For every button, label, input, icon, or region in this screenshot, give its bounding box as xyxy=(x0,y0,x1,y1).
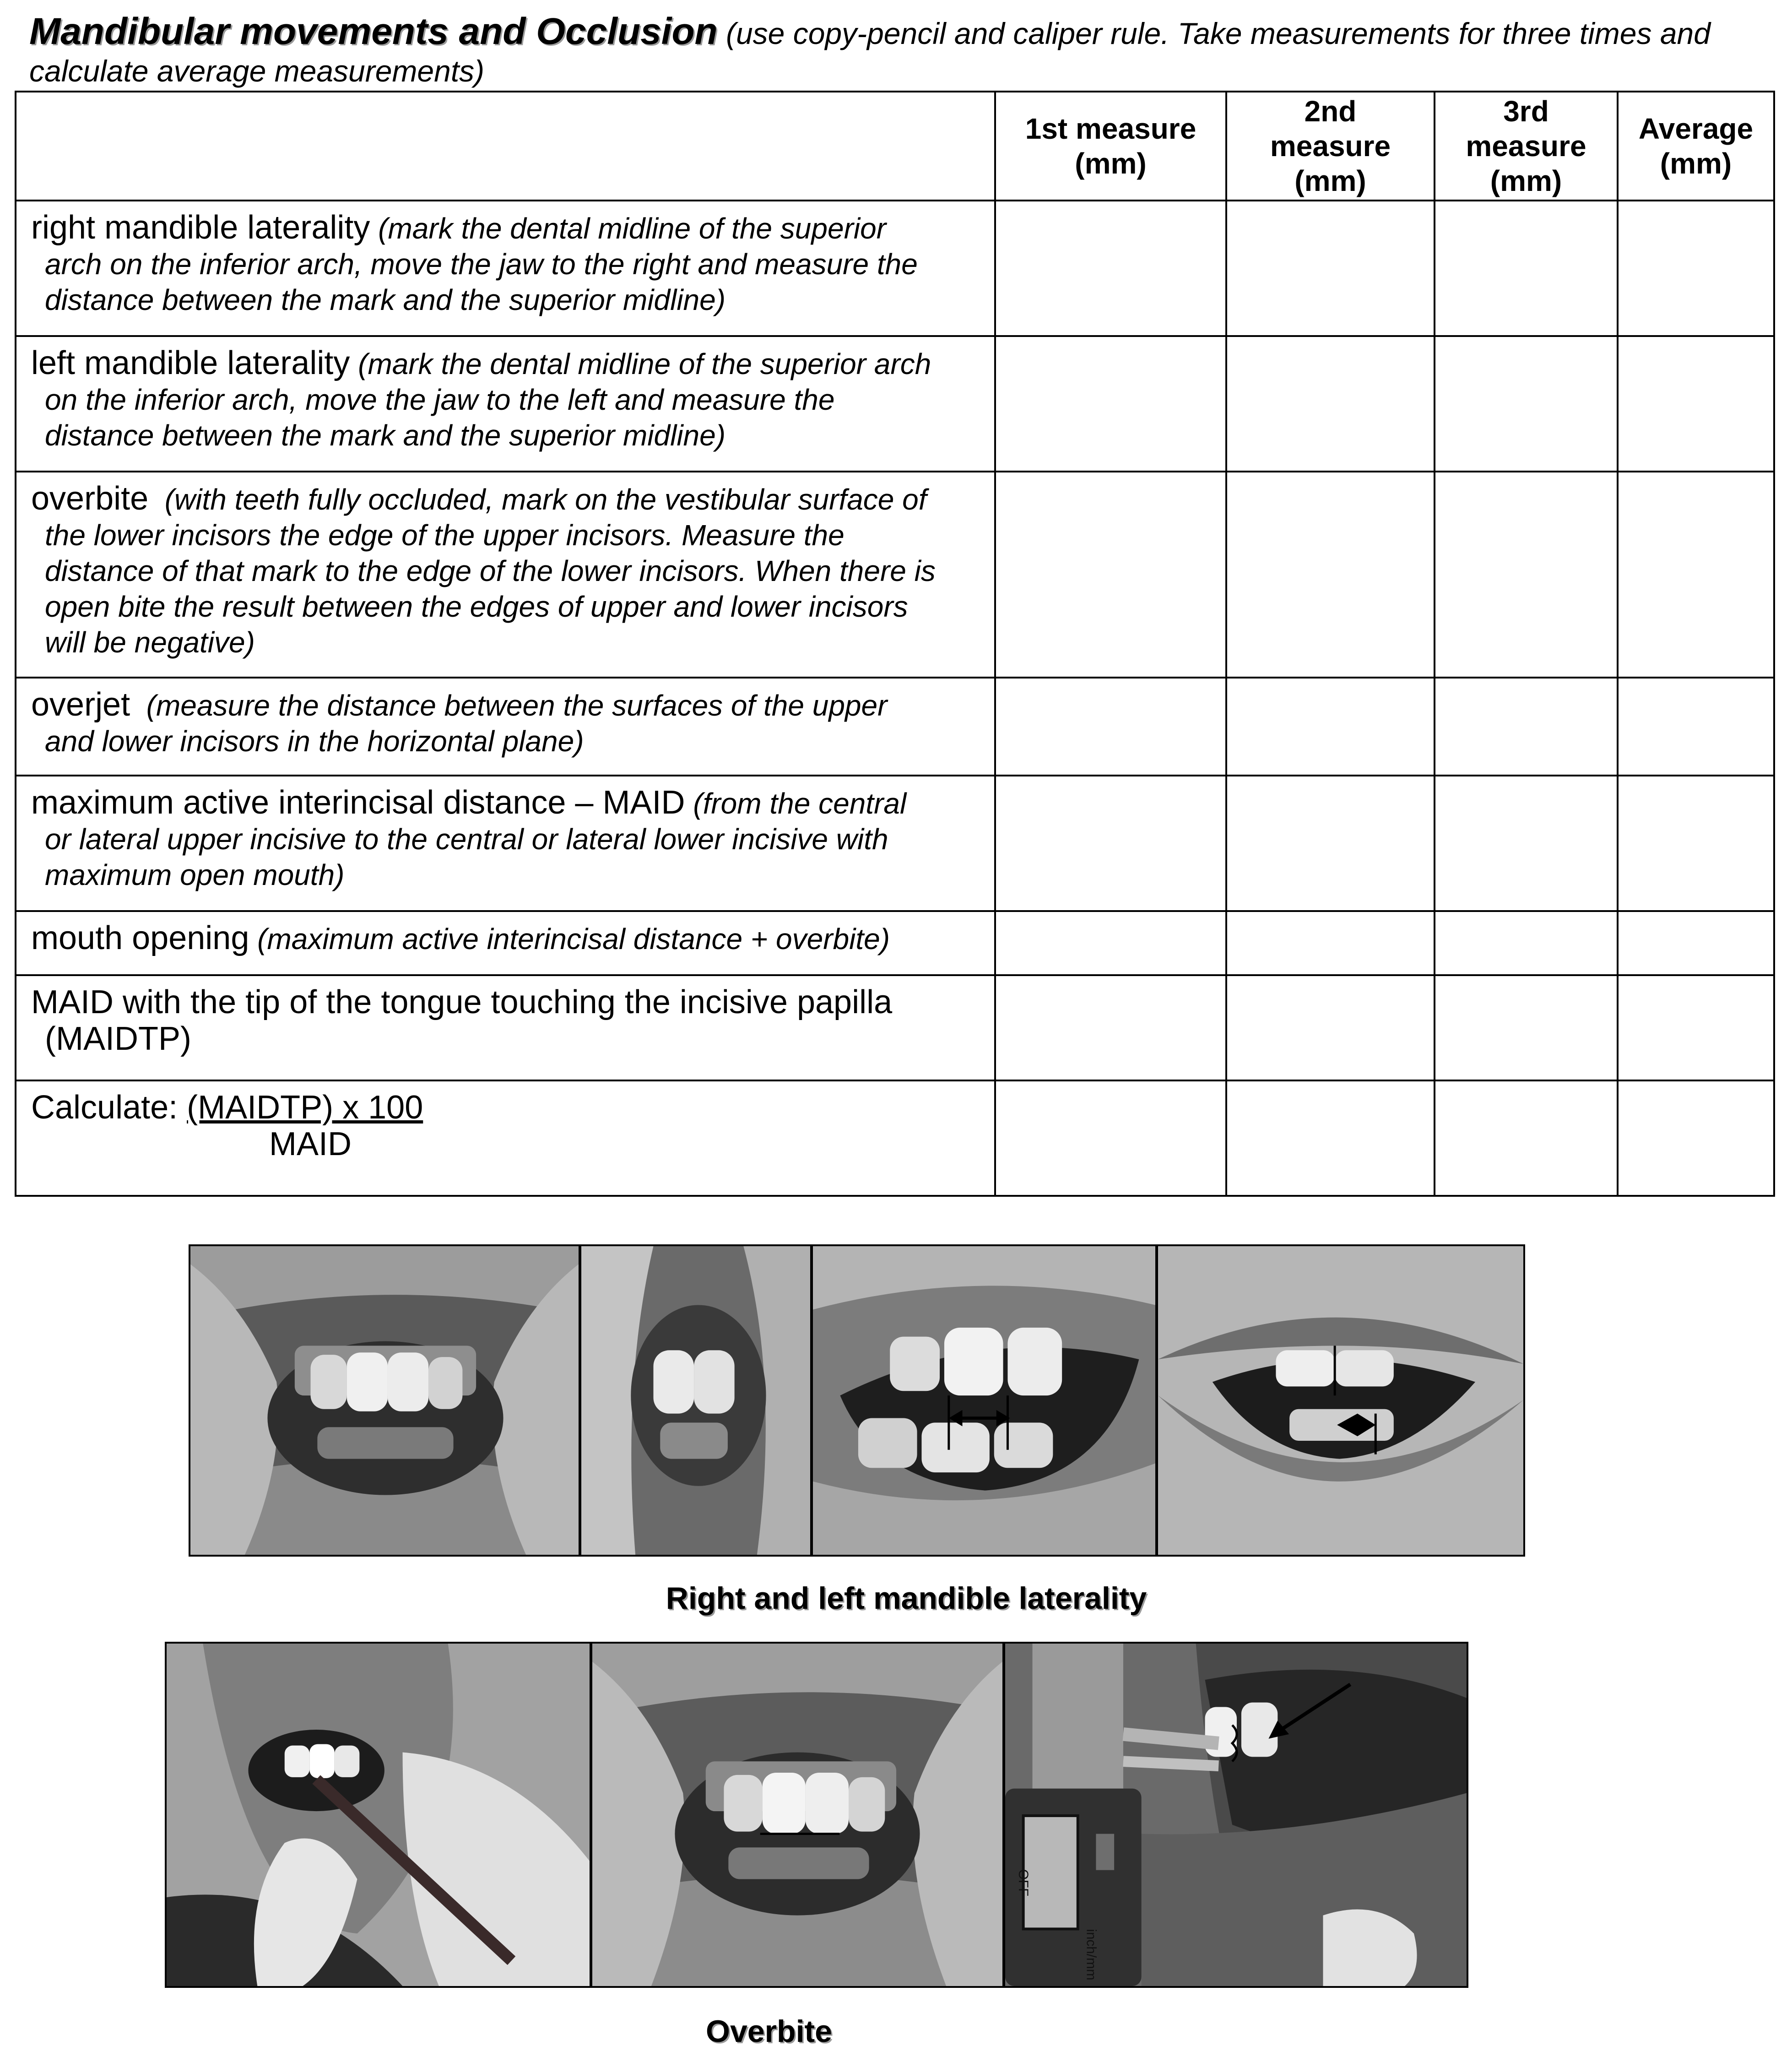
header-3rd-measure: 3rd measure (mm) xyxy=(1435,92,1618,201)
cell-maidtp-3rd[interactable] xyxy=(1435,975,1618,1080)
cell-right-laterality-average[interactable] xyxy=(1618,201,1774,336)
row-label-left-laterality: left mandible laterality (mark the dental midline of the superior arch on the inferior arch, move the jaw to the left and measure the distance between the mark and the superior midline) xyxy=(16,336,995,472)
photo-copy-pencil-marking xyxy=(165,1642,591,1988)
cell-right-laterality-1st[interactable] xyxy=(995,201,1226,336)
caption-laterality: Right and left mandible laterality xyxy=(666,1581,1147,1616)
photo-caliper-measure xyxy=(1003,1642,1468,1988)
cell-right-laterality-2nd[interactable] xyxy=(1226,201,1435,336)
table-row xyxy=(16,678,1774,776)
caption-overbite: Overbite xyxy=(706,2014,832,2049)
cell-overbite-2nd[interactable] xyxy=(1226,472,1435,678)
measurement-table xyxy=(15,91,1775,1197)
header-empty-cell xyxy=(16,92,995,201)
cell-right-laterality-3rd[interactable] xyxy=(1435,201,1618,336)
cell-maid-2nd[interactable] xyxy=(1226,776,1435,911)
photo-retractor-frontal xyxy=(189,1244,580,1557)
row-label-mouth-opening: mouth opening (maximum active interincisal distance + overbite) xyxy=(16,911,995,975)
table-row xyxy=(16,1080,1774,1196)
photo-lateral-view xyxy=(579,1244,812,1557)
row-label-maid: maximum active interincisal distance – MAID (from the central or lateral upper incisive to the central or lateral lower incisive with maximum open mouth) xyxy=(16,776,995,911)
page-heading xyxy=(29,13,1764,90)
table-row xyxy=(16,776,1774,911)
ratio-numerator: (MAIDTP) x 100 xyxy=(187,1089,423,1126)
row-label-maidtp: MAID with the tip of the tongue touching the incisive papilla (MAIDTP) xyxy=(16,975,995,1080)
cell-maidtp-1st[interactable] xyxy=(995,975,1226,1080)
cell-overjet-3rd[interactable] xyxy=(1435,678,1618,776)
page-instructions: (use copy-pencil and caliper rule. Take measurements for three times and calculate average measurements) xyxy=(29,16,1711,88)
cell-left-laterality-3rd[interactable] xyxy=(1435,336,1618,472)
photo-right-laterality xyxy=(811,1244,1157,1557)
caliper-unit-label: inch/mm xyxy=(1083,1929,1099,1981)
header-average: Average (mm) xyxy=(1618,92,1774,201)
cell-overbite-1st[interactable] xyxy=(995,472,1226,678)
caliper-off-label: OFF xyxy=(1015,1869,1031,1897)
cell-ratio-3rd[interactable] xyxy=(1435,1080,1618,1196)
cell-ratio-2nd[interactable] xyxy=(1226,1080,1435,1196)
row-label-right-laterality: right mandible laterality (mark the dental midline of the superior arch on the inferior arch, move the jaw to the right and measure the distance between the mark and the superior midline) xyxy=(16,201,995,336)
page-title: Mandibular movements and Occlusion xyxy=(29,11,718,52)
header-1st-measure: 1st measure (mm) xyxy=(995,92,1226,201)
cell-maid-average[interactable] xyxy=(1618,776,1774,911)
table-header-row xyxy=(16,92,1774,201)
table-row xyxy=(16,472,1774,678)
row-label-calculate: Calculate: (MAIDTP) x 100 MAID xyxy=(16,1080,995,1196)
table-row xyxy=(16,911,1774,975)
cell-left-laterality-average[interactable] xyxy=(1618,336,1774,472)
cell-maid-1st[interactable] xyxy=(995,776,1226,911)
table-row xyxy=(16,201,1774,336)
cell-mouth-opening-3rd[interactable] xyxy=(1435,911,1618,975)
cell-left-laterality-2nd[interactable] xyxy=(1226,336,1435,472)
cell-mouth-opening-average[interactable] xyxy=(1618,911,1774,975)
cell-overjet-2nd[interactable] xyxy=(1226,678,1435,776)
cell-ratio-1st[interactable] xyxy=(995,1080,1226,1196)
cell-mouth-opening-2nd[interactable] xyxy=(1226,911,1435,975)
row-label-overbite: overbite (with teeth fully occluded, mark on the vestibular surface of the lower incisors the edge of the upper incisors. Measure the distance of that mark to the edge of the lower incisors. When there is open bite the result between the edges of upper and lower incisors will be negative) xyxy=(16,472,995,678)
photo-overbite-marked xyxy=(590,1642,1004,1988)
cell-overbite-3rd[interactable] xyxy=(1435,472,1618,678)
row-label-overjet: overjet (measure the distance between the surfaces of the upper and lower incisors in the horizontal plane) xyxy=(16,678,995,776)
cell-maid-3rd[interactable] xyxy=(1435,776,1618,911)
ratio-denominator: MAID xyxy=(269,1126,352,1162)
cell-overjet-1st[interactable] xyxy=(995,678,1226,776)
cell-maidtp-2nd[interactable] xyxy=(1226,975,1435,1080)
cell-overjet-average[interactable] xyxy=(1618,678,1774,776)
cell-overbite-average[interactable] xyxy=(1618,472,1774,678)
header-2nd-measure: 2nd measure (mm) xyxy=(1226,92,1435,201)
cell-maidtp-average[interactable] xyxy=(1618,975,1774,1080)
cell-left-laterality-1st[interactable] xyxy=(995,336,1226,472)
table-row xyxy=(16,336,1774,472)
cell-ratio-average[interactable] xyxy=(1618,1080,1774,1196)
cell-mouth-opening-1st[interactable] xyxy=(995,911,1226,975)
photo-left-laterality xyxy=(1156,1244,1525,1557)
table-row xyxy=(16,975,1774,1080)
